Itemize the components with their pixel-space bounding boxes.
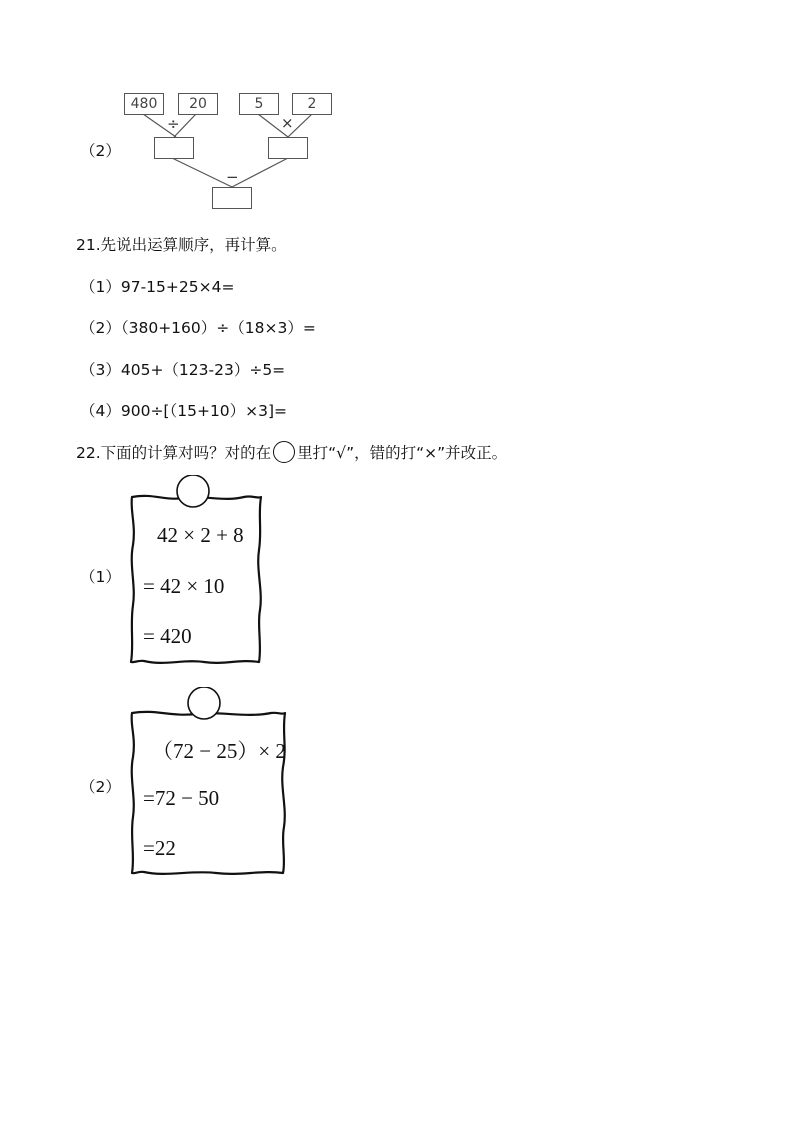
q22-card-2-line-2: =72 − 50 <box>143 786 220 810</box>
q22-card-2-label: （2） <box>80 778 121 796</box>
q22-card-1 <box>124 475 269 670</box>
q22-card-1-line-2: = 42 × 10 <box>143 574 225 598</box>
multiply-operator: × <box>281 114 294 132</box>
tree-box-480: 480 <box>124 93 164 115</box>
tree-box-20: 20 <box>178 93 218 115</box>
q22-title-part2: 里打“√”，错的打“×”并改正。 <box>297 444 508 462</box>
q22-card-1-line-3: = 420 <box>143 624 192 648</box>
tree-answer-box-left[interactable] <box>154 137 194 159</box>
q21-item-2: （2）（380+160）÷（18×3）= <box>80 319 316 337</box>
q21-title: 21.先说出运算顺序，再计算。 <box>76 236 287 254</box>
tree-answer-box-right[interactable] <box>268 137 308 159</box>
q21-item-4: （4）900÷[（15+10）×3]= <box>80 402 288 420</box>
divide-operator: ÷ <box>167 115 180 133</box>
q21-item-1: （1）97-15+25×4= <box>80 278 235 296</box>
q22-card-2 <box>126 687 291 882</box>
q22-title <box>76 441 507 463</box>
tree-connector-lines <box>0 0 794 230</box>
tree-box-2: 2 <box>292 93 332 115</box>
tree-box-5: 5 <box>239 93 279 115</box>
q22-card-1-label: （1） <box>80 568 121 586</box>
q22-card-1-line-1: 42 × 2 + 8 <box>157 523 244 547</box>
q22-title-part1: 22.下面的计算对吗？对的在 <box>76 444 272 462</box>
subtract-operator: − <box>226 168 239 186</box>
q21-item-3: （3）405+（123-23）÷5= <box>80 361 286 379</box>
q22-card-2-line-1: （72 − 25）× 2 <box>152 739 286 763</box>
tree-answer-box-bottom[interactable] <box>212 187 252 209</box>
circle-icon <box>273 441 295 463</box>
tree-question-label: （2） <box>80 142 121 160</box>
q22-card-2-line-3: =22 <box>143 836 176 860</box>
